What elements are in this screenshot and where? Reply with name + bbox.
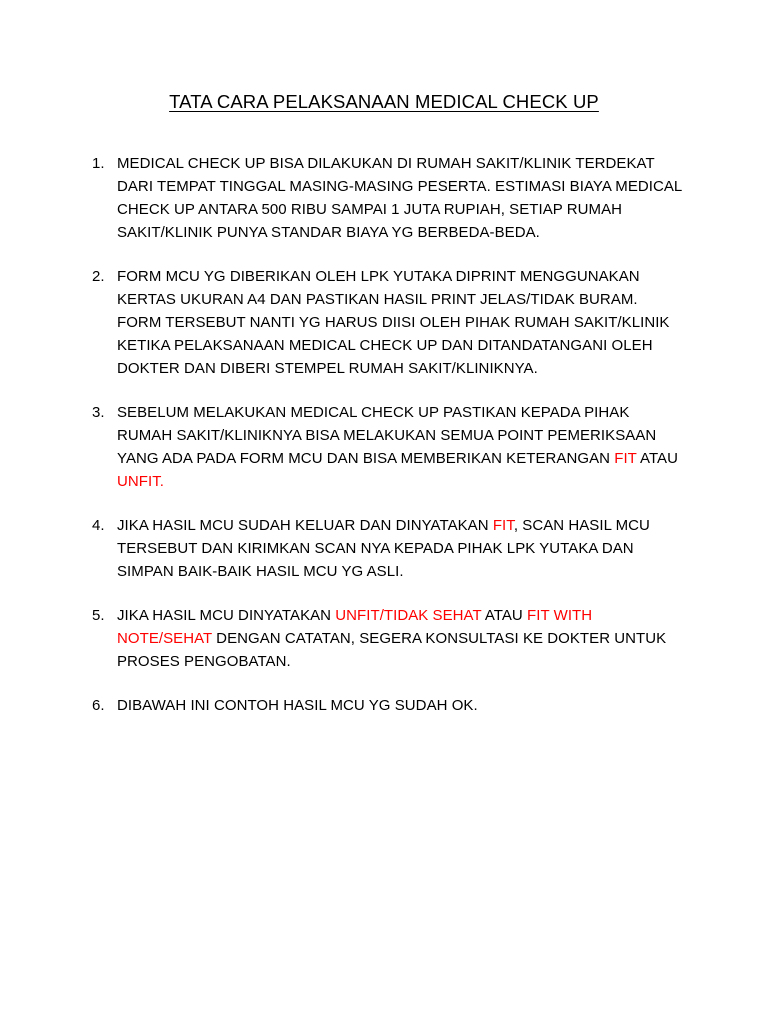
list-item-text: DIBAWAH INI CONTOH HASIL MCU YG SUDAH OK. <box>117 697 478 714</box>
list-item-number: 3. <box>92 404 105 421</box>
list-item-text: ATAU <box>636 450 678 467</box>
fit-highlight: FIT <box>492 517 514 534</box>
list-item-text: ATAU <box>481 607 528 624</box>
list-item-number: 1. <box>92 155 105 172</box>
instruction-list <box>92 152 682 738</box>
fit-with-note-highlight: FIT WITH NOTE/SEHAT <box>117 607 593 647</box>
unfit-highlight: UNFIT/TIDAK SEHAT <box>335 607 482 624</box>
list-item-number: 5. <box>92 607 105 624</box>
list-item-text: MEDICAL CHECK UP BISA DILAKUKAN DI RUMAH SAKIT/KLINIK TERDEKAT DARI TEMPAT TINGGAL MASING-MASING PESERTA. ESTIMASI BIAYA MEDICAL CHECK UP ANTARA 500 RIBU SAMPAI 1 JUTA RUPIAH, SETIAP RUMAH SAKIT/KLINIK PUNYA STANDAR BIAYA YG BERBEDA-BEDA. <box>117 155 682 241</box>
list-item-2 <box>92 265 682 380</box>
list-item-number: 2. <box>92 268 105 285</box>
list-item-4 <box>92 514 682 583</box>
fit-highlight: FIT <box>614 450 637 467</box>
document-title: TATA CARA PELAKSANAAN MEDICAL CHECK UP <box>169 91 599 112</box>
list-item-number: 6. <box>92 697 105 714</box>
unfit-highlight: UNFIT. <box>117 473 164 490</box>
list-item-text: JIKA HASIL MCU SUDAH KELUAR DAN DINYATAKAN <box>117 517 493 534</box>
list-item-5 <box>92 604 682 673</box>
list-item-text: , SCAN HASIL MCU TERSEBUT DAN KIRIMKAN SCAN NYA KEPADA PIHAK LPK YUTAKA DAN SIMPAN BAIK-BAIK HASIL MCU YG ASLI. <box>117 517 650 580</box>
list-item-text: FORM MCU YG DIBERIKAN OLEH LPK YUTAKA DIPRINT MENGGUNAKAN KERTAS UKURAN A4 DAN PASTIKAN HASIL PRINT JELAS/TIDAK BURAM. FORM TERSEBUT NANTI YG HARUS DIISI OLEH PIHAK RUMAH SAKIT/KLINIK KETIKA PELAKSANAAN MEDICAL CHECK UP DAN DITANDATANGANI OLEH DOKTER DAN DIBERI STEMPEL RUMAH SAKIT/KLINIKNYA. <box>117 268 670 377</box>
list-item-6 <box>92 694 682 717</box>
list-item-number: 4. <box>92 517 105 534</box>
list-item-text: JIKA HASIL MCU DINYATAKAN <box>117 607 336 624</box>
list-item-text: SEBELUM MELAKUKAN MEDICAL CHECK UP PASTIKAN KEPADA PIHAK RUMAH SAKIT/KLINIKNYA BISA MELAKUKAN SEMUA POINT PEMERIKSAAN YANG ADA PADA FORM MCU DAN BISA MEMBERIKAN KETERANGAN <box>117 404 657 467</box>
list-item-1 <box>92 152 682 244</box>
list-item-text: DENGAN CATATAN, SEGERA KONSULTASI KE DOKTER UNTUK PROSES PENGOBATAN. <box>117 630 667 670</box>
list-item-3 <box>92 401 682 493</box>
